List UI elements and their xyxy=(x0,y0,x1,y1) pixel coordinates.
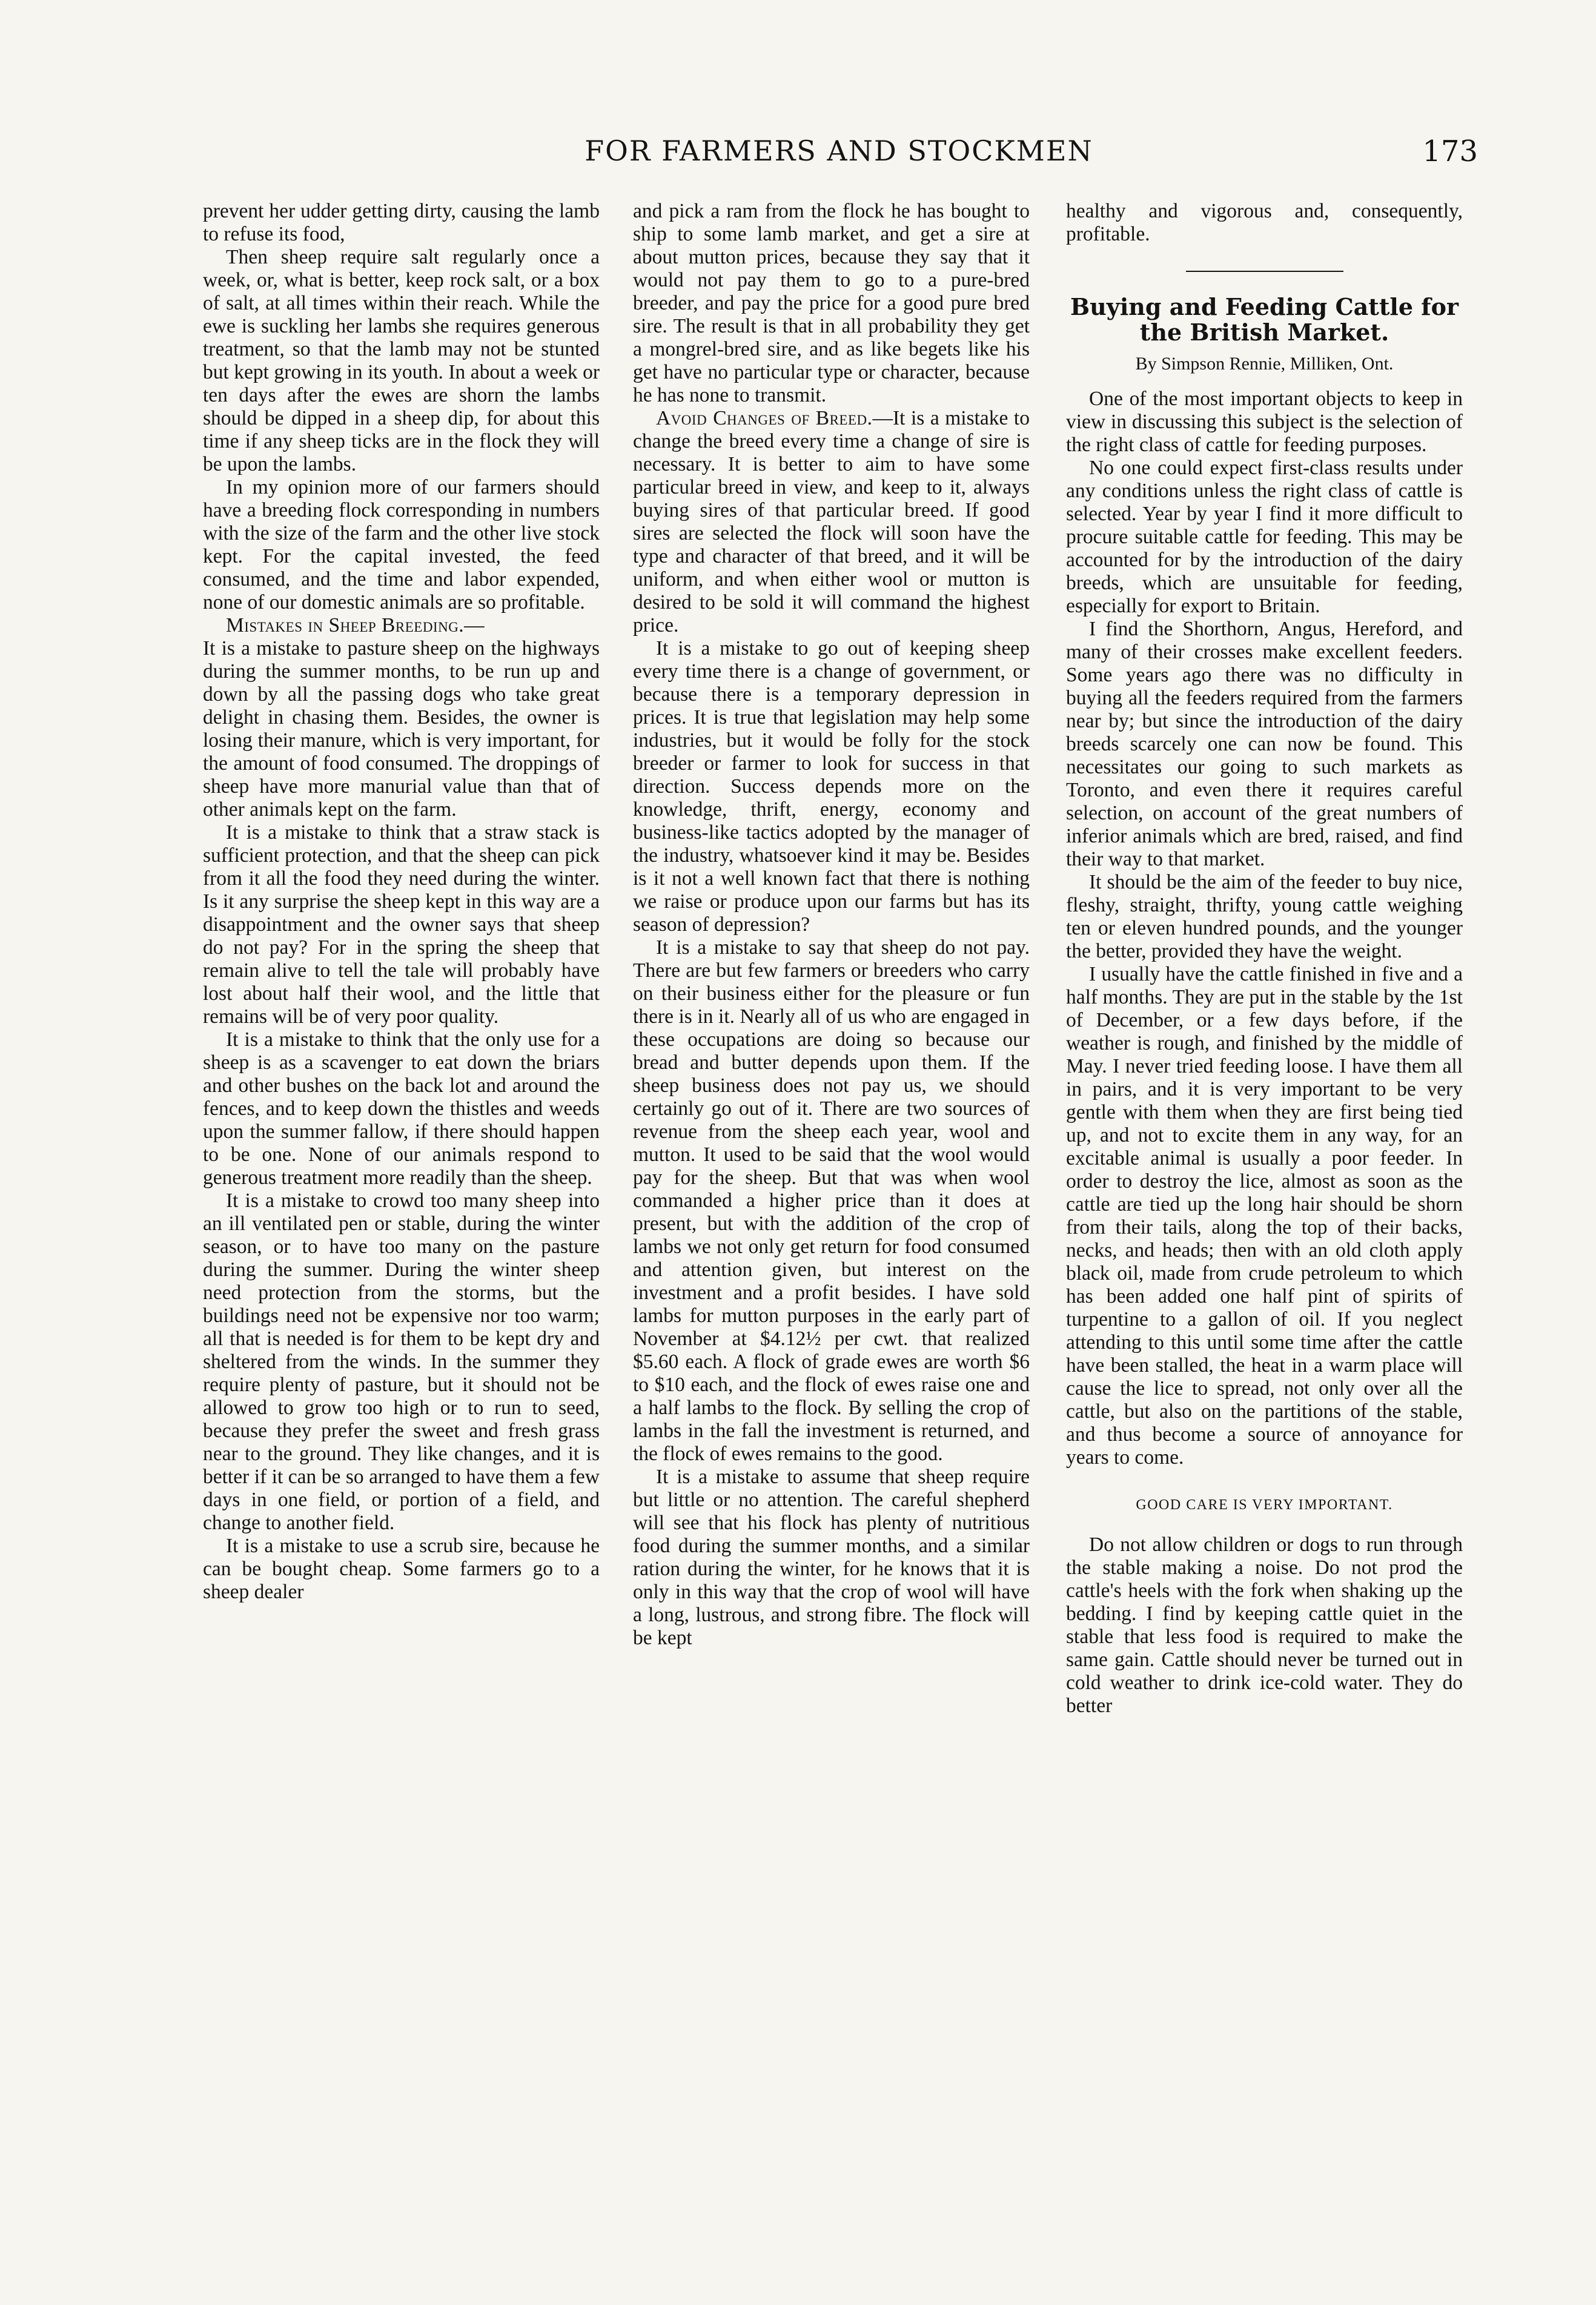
paragraph: It is a mistake to pasture sheep on the highways during the summer months, to be run up and down by all the passing dogs who take great delight in chasing them. Besides, the owner is losing their manure, which is very important, for the amount of food consumed. The droppings of sheep have more manurial value than that of other animals kept on the farm. xyxy=(203,637,600,821)
byline: By Simpson Rennie, Milliken, Ont. xyxy=(1135,354,1394,374)
paragraph: and pick a ram from the flock he has bought to ship to some lamb market, and get a sire at about mutton prices, because they say that it would not pay them to go to a pure-bred breeder, and pay the price for a good pure bred sire. The result is that in all probability they get a mongrel-bred sire, and as like begets like his get have no particular type or character, because he has none to transmit. xyxy=(633,200,1030,406)
paragraph: It is a mistake to use a scrub sire, because he can be bought cheap. Some farmers go to a sheep dealer xyxy=(203,1535,600,1603)
subheading: GOOD CARE IS VERY IMPORTANT. xyxy=(1136,1497,1393,1513)
paragraph: Do not allow children or dogs to run through the stable making a noise. Do not prod the cattle's heels with the fork when shaking up the bedding. I find by keeping cattle quiet in the stable that less food is required to make the same gain. Cattle should never be turned out in cold weather to drink ice-cold water. They do better xyxy=(1066,1533,1463,1717)
section-heading: Mistakes in Sheep Breeding.— xyxy=(226,614,485,637)
paragraph-text: —It is a mistake to change the breed every time a change of sire is necessary. It is better to aim to have some particular breed in view, and keep to it, always buying sires of that particular breed. If good sires are selected the flock will soon have the type and character of that breed, and it will be uniform, and when either wool or mutton is desired to be sold it will command the highest price. xyxy=(633,407,1030,637)
paragraph: healthy and vigorous and, consequently, profitable. xyxy=(1066,200,1463,245)
paragraph: It is a mistake to crowd too many sheep into an ill ventilated pen or stable, during the winter season, or to have too many on the pasture during the summer. During the winter sheep need protection from the storms, but the buildings need not be expensive nor too warm; all that is needed is for them to be kept dry and sheltered from the winds. In the summer they require plenty of pasture, but it should not be allowed to grow too high or to run to seed, because they prefer the sweet and fresh grass near to the ground. They like changes, and it is better if it can be so arranged to have them a few days in one field, or portion of a field, and change to another field. xyxy=(203,1189,600,1534)
paragraph: No one could expect first-class results under any conditions unless the right class of cattle is selected. Year by year I find it more difficult to procure suitable cattle for feeding. This may be accounted for by the introduction of the dairy breeds, which are unsuitable for feeding, especially for export to Britain. xyxy=(1066,457,1463,617)
paragraph: One of the most important objects to keep in view in discussing this subject is the selection of the right class of cattle for feeding purposes. xyxy=(1066,388,1463,456)
paragraph: It is a mistake to go out of keeping sheep every time there is a change of government, or because there is a temporary depression in prices. It is true that legislation may help some industries, but it would be folly for the stock breeder or farmer to look for success in that direction. Success depends more on the knowledge, thrift, energy, economy and business-like tactics adopted by the manager of the industry, whatsoever kind it may be. Besides is it not a well known fact that there is nothing we raise or produce upon our farms but has its season of depression? xyxy=(633,637,1030,936)
paragraph: It is a mistake to say that sheep do not pay. There are but few farmers or breeders who carry on their business either for the pleasure or fun there is in it. Nearly all of us who are engaged in these occupations are doing so because our bread and butter depends upon them. If the sheep business does not pay us, we should certainly go out of it. There are two sources of revenue from the sheep each year, wool and mutton. It used to be said that the wool would pay for the sheep. But that was when wool commanded a higher price than it does at present, but with the addition of the crop of lambs we not only get return for food consumed and attention given, but interest on the investment and a profit besides. I have sold lambs for mutton purposes in the early part of November at $4.12½ per cwt. that realized $5.60 each. A flock of grade ewes are worth $6 to $10 each, and the flock of ewes raise one and a half lambs to the flock. By selling the crop of lambs in the fall the investment is returned, and the flock of ewes remains to the good. xyxy=(633,936,1030,1465)
paragraph: Then sheep require salt regularly once a week, or, what is better, keep rock salt, or a box of salt, at all times within their reach. While the ewe is suckling her lambs she requires generous treatment, so that the lamb may not be stunted but kept growing in its youth. In about a week or ten days after the ewes are shorn the lambs should be dipped in a sheep dip, for about this time if any sheep ticks are in the flock they will be upon the lambs. xyxy=(203,246,600,475)
paragraph: I find the Shorthorn, Angus, Hereford, and many of their crosses make excellent feeders. Some years ago there was no difficulty in buying all the feeders required from the farmers near by; but since the introduction of the dairy breeds scarcely one can now be found. This necessitates our going to such markets as Toronto, and even there it requires careful selection, on account of the great numbers of inferior animals which are bred, raised, and find their way to that market. xyxy=(1066,618,1463,870)
section-divider xyxy=(1066,259,1463,282)
page-number: 173 xyxy=(1422,134,1478,168)
paragraph: It should be the aim of the feeder to buy nice, fleshy, straight, thrifty, young cattle weighing ten or eleven hundred pounds, and the younger the better, provided they have the weight. xyxy=(1066,871,1463,962)
article-title: Buying and Feeding Cattle for the British Market. xyxy=(1070,293,1459,346)
paragraph: It is a mistake to think that the only use for a sheep is as a scavenger to eat down the briars and other bushes on the back lot and around the fences, and to keep down the thistles and weeds upon the summer fallow, if there should happen to be one. None of our animals respond to generous treatment more readily than the sheep. xyxy=(203,1028,600,1189)
column-1 xyxy=(203,200,600,1604)
section-heading: Avoid Changes of Breed. xyxy=(656,407,873,429)
paragraph: prevent her udder getting dirty, causing the lamb to refuse its food, xyxy=(203,200,600,245)
paragraph: In my opinion more of our farmers should have a breeding flock corresponding in numbers with the size of the farm and the other live stock kept. For the capital invested, the feed consumed, and the time and labor expended, none of our domestic animals are so profitable. xyxy=(203,476,600,613)
section-heading-paragraph xyxy=(203,614,600,637)
paragraph: It is a mistake to assume that sheep require but little or no attention. The careful shepherd will see that his flock has plenty of nutritious food during the summer months, and a similar ration during the winter, for he knows that it is only in this way that the crop of wool will have a long, lustrous, and strong fibre. The flock will be kept xyxy=(633,1466,1030,1649)
paragraph xyxy=(633,407,1030,637)
paragraph: It is a mistake to think that a straw stack is sufficient protection, and that the sheep can pick from it all the food they need during the winter. Is it any surprise the sheep kept in this way are a disappointment and the owner says that sheep do not pay? For in the spring the sheep that remain alive to tell the tale will probably have lost about half their wool, and the little that remains will be of very poor quality. xyxy=(203,821,600,1028)
column-2 xyxy=(633,200,1030,1650)
paragraph: I usually have the cattle finished in five and a half months. They are put in the stable by the 1st of December, or a few days before, if the weather is rough, and finished by the middle of May. I never tried feeding loose. I have them all in pairs, and it is very important to be very gentle with them when they are first being tied up, and not to excite them in any way, for an excitable animal is usually a poor feeder. In order to destroy the lice, almost as soon as the cattle are tied up the long hair should be shorn from their tails, along the top of their backs, necks, and heads; then with an old cloth apply black oil, made from crude petroleum to which has been added one half pint of spirits of turpentine to a gallon of oil. If you neglect attending to this until some time after the cattle have been stalled, the heat in a warm place will cause the lice to spread, not only over all the cattle, but also on the partitions of the stable, and thus become a source of annoyance for years to come. xyxy=(1066,963,1463,1469)
running-head: FOR FARMERS AND STOCKMEN xyxy=(584,134,1093,167)
page-header xyxy=(200,134,1478,183)
column-3 xyxy=(1066,200,1463,1718)
